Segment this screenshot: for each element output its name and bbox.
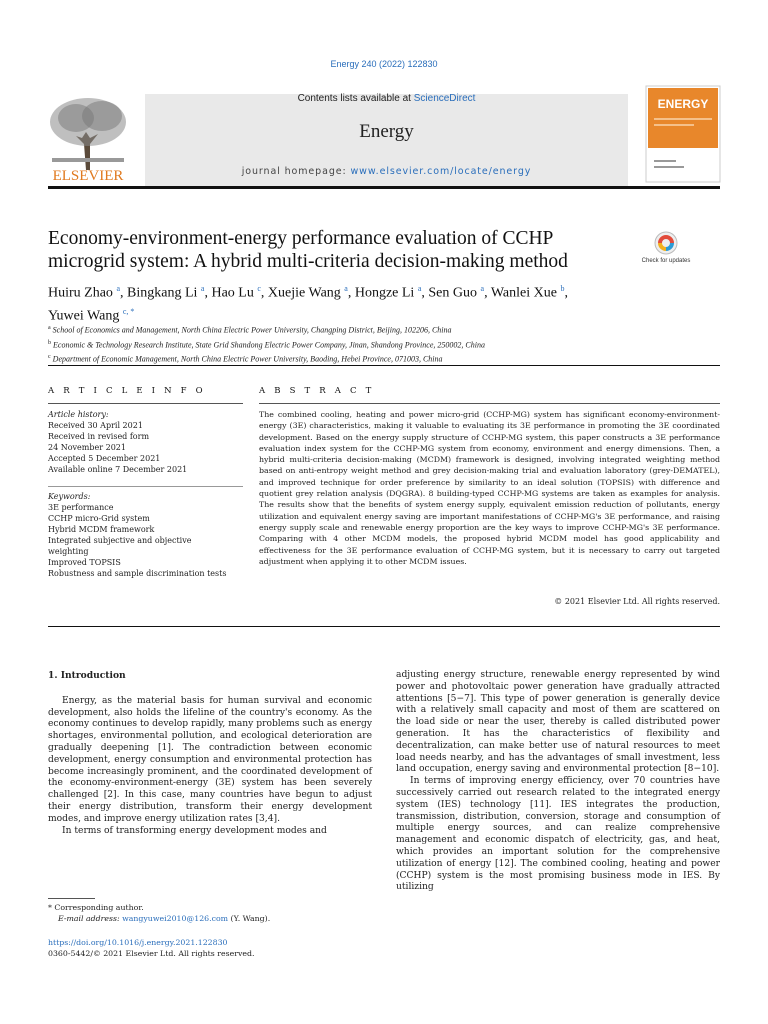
article-info-heading: A R T I C L E I N F O [48,386,206,396]
article-title: Economy-environment-energy performance evaluation of CCHP microgrid system: A hybrid multi-criteria decision-making method [48,228,568,272]
history-entry: Received in revised form [48,432,150,441]
doi-block [48,938,372,959]
author: Hao Lu [211,285,254,301]
keyword: Improved TOPSIS [48,558,121,567]
section-rule [48,365,720,366]
abstract-rule [259,403,720,404]
paragraph: adjusting energy structure, renewable energy represented by wind power and photovoltaic power generation have gradually attracted attentions [5−7]. This type of power generation is generally device with a relatively small capacity and most of them are scattered on the load side or near the user, thereby is called distributed power generation. It has the characteristics of flexibility and decentralization, can make better use of natural resources to meet load needs nearby, and has the advantages of small investment, less land occupation, energy saving and environmental protection [8−10]. [396,670,720,775]
affiliation: $^c$ Department of Economic Management, North China Electric Power University, Baoding, Hebei Province, 071003, China [48,354,443,364]
author-affil-mark[interactable]: c [257,284,261,293]
paragraph: In terms of improving energy efficiency, over 70 countries have successively carried out research related to the integrated energy system (IES) technology [11]. IES integrates the production, transmission, distribution, conversion, storage and consumption of multiple energy sources, and can realize comprehensive management and economic dispatch of electricity, gas, and heat, which provides an important solution for the comprehensive utilization of energy [12]. The combined cooling, heating and power (CCHP) system is the most promising business mode in IES. By utilizing [396,776,720,893]
keyword: Hybrid MCDM framework [48,525,155,534]
elsevier-wordmark: ELSEVIER [52,168,124,184]
affiliations [48,322,708,366]
body-left-column [48,670,372,837]
article-history: Article history: Received 30 April 2021 Received in revised form 24 November 2021 Accepted 5 December 2021 Available online 7 December 2021 [48,409,248,475]
author-list: Huiru Zhao $^a$, Bingkang Li $^a$, Hao Lu $^c$, Xuejie Wang $^a$, Hongze Li $^a$, Sen Guo $^a$, Wanlei Xue $^b$, Yuwei Wang $^{c, *}$ [48,284,568,324]
section-heading: 1. Introduction [48,670,126,681]
abstract-copyright: © 2021 Elsevier Ltd. All rights reserved. [554,597,720,606]
info-divider [48,486,243,487]
author: Hongze Li [354,285,415,301]
affiliation: $^a$ School of Economics and Management, North China Electric Power University, Changping District, Beijing, 102206, China [48,325,452,335]
crossmark-label: Check for updates [641,258,691,264]
email-link[interactable]: wangyuwei2010@126.com [122,913,229,923]
paragraph: In terms of transforming energy development modes and [62,825,327,836]
author: Sen Guo [428,285,478,301]
history-entry: Available online 7 December 2021 [48,465,188,474]
author-affil-mark[interactable]: c, * [122,306,135,316]
history-entry: Received 30 April 2021 [48,421,143,430]
journal-citation[interactable]: Energy 240 (2022) 122830 [330,59,438,69]
keyword: Integrated subjective and objective [48,536,192,545]
author-affil-mark[interactable]: a [116,284,120,293]
author: Wanlei Xue [490,285,557,301]
issn-line: 0360-5442/© 2021 Elsevier Ltd. All rights reserved. [48,948,255,958]
author: Bingkang Li [127,285,198,301]
doi-link[interactable]: https://doi.org/10.1016/j.energy.2021.122830 [48,938,228,947]
author: Huiru Zhao [48,285,113,301]
history-entry: 24 November 2021 [48,443,126,452]
journal-homepage: journal homepage: www.elsevier.com/locate/energy [241,166,532,177]
journal-cover-image[interactable] [646,86,720,182]
keyword: weighting [48,547,89,556]
contents-availability: Contents lists available at ScienceDirect [297,93,476,104]
author: Yuwei Wang [48,308,120,324]
affiliation: $^b$ Economic & Technology Research Institute, State Grid Shandong Electric Power Company, Jinan, Shandong Province, 250002, China [48,339,485,350]
footnote-rule [48,898,95,899]
keyword: CCHP micro-Grid system [48,514,150,523]
author: Xuejie Wang [267,285,341,301]
check-for-updates-icon[interactable] [641,229,691,271]
keywords: Keywords: 3E performance CCHP micro-Grid system Hybrid MCDM framework Integrated subjective and objective weighting Improved TOPSIS Robustness and sample discrimination tests [48,491,248,579]
paragraph: Energy, as the material basis for human survival and economic development, also holds the lifeline of the country's economy. As the economy continues to develop rapidly, many problems such as energy shortages, environmental pollution, and ecological deterioration are gradually deepening [1]. The contradiction between economic development, energy consumption and environmental protection has become increasingly prominent, and the coordinated development of the economy-environment-energy (3E) system has been severely challenged [2]. In this case, many countries have begun to adjust their energy distribution, transform their energy development modes, and improve energy utilization rates [3,4]. [48,695,372,824]
homepage-link[interactable]: www.elsevier.com/locate/energy [350,166,532,177]
body-rule [48,626,720,627]
author-affil-mark[interactable]: a [480,284,485,293]
elsevier-logo [46,92,130,184]
keyword: 3E performance [48,503,114,512]
cover-title: ENERGY [657,97,709,111]
sciencedirect-link[interactable]: ScienceDirect [413,93,476,104]
body-right-column [396,670,720,894]
author-affil-mark[interactable]: a [200,284,205,293]
footnote: * Corresponding author. E-mail address: wangyuwei2010@126.com (Y. Wang). [48,903,271,923]
journal-name: Energy [359,121,414,142]
author-affil-mark[interactable]: a [417,284,422,293]
abstract-heading: A B S T R A C T [259,386,375,396]
abstract-text: The combined cooling, heating and power micro-grid (CCHP-MG) system has significant economy-environment-energy (3E) characteristics, making it valuable to evaluating its 3E performance in promoting the 3E coordinated development. Based on the energy supply structure of CCHP-MG system, this paper constructs a 3E performance evaluation index system for the CCHP-MG system from economy, environment and energy dimensions. Then, a hybrid multi-criteria decision-making (MCDM) framework is designed, involving integrated weighting method based on anti-entropy weight method and grey decision-making trial and evaluation laboratory (grey-DEMATEL), and improved technique for order preference by similarity to an ideal solution (TOPSIS) with difference and quotient grey relation analysis (DQGRA). 8 building-typed CCHP-MG systems are taken as examples for analysis. The results show that the benefits of system energy supply, equivalent emission reduction of pollutants, energy utilization and equivalent energy saving are important manifestations of CCHP-MG's 3E performance, and raising energy supply scale and renewable energy proportion are the key ways to improve CCHP-MG's 3E performance. Comparing with 4 other MCDM models, the proposed hybrid MCDM model has good applicability and effectiveness for the 3E performance evaluation of CCHP-MG system, but it is necessary to carry out targeted adjustment when applying it to other MCDM issues. [259,410,720,566]
header-rule [48,186,720,189]
author-affil-mark[interactable]: a [344,284,348,293]
author-affil-mark[interactable]: b [560,284,565,293]
history-entry: Accepted 5 December 2021 [48,454,161,463]
keyword: Robustness and sample discrimination tests [48,569,227,578]
info-rule [48,403,243,404]
